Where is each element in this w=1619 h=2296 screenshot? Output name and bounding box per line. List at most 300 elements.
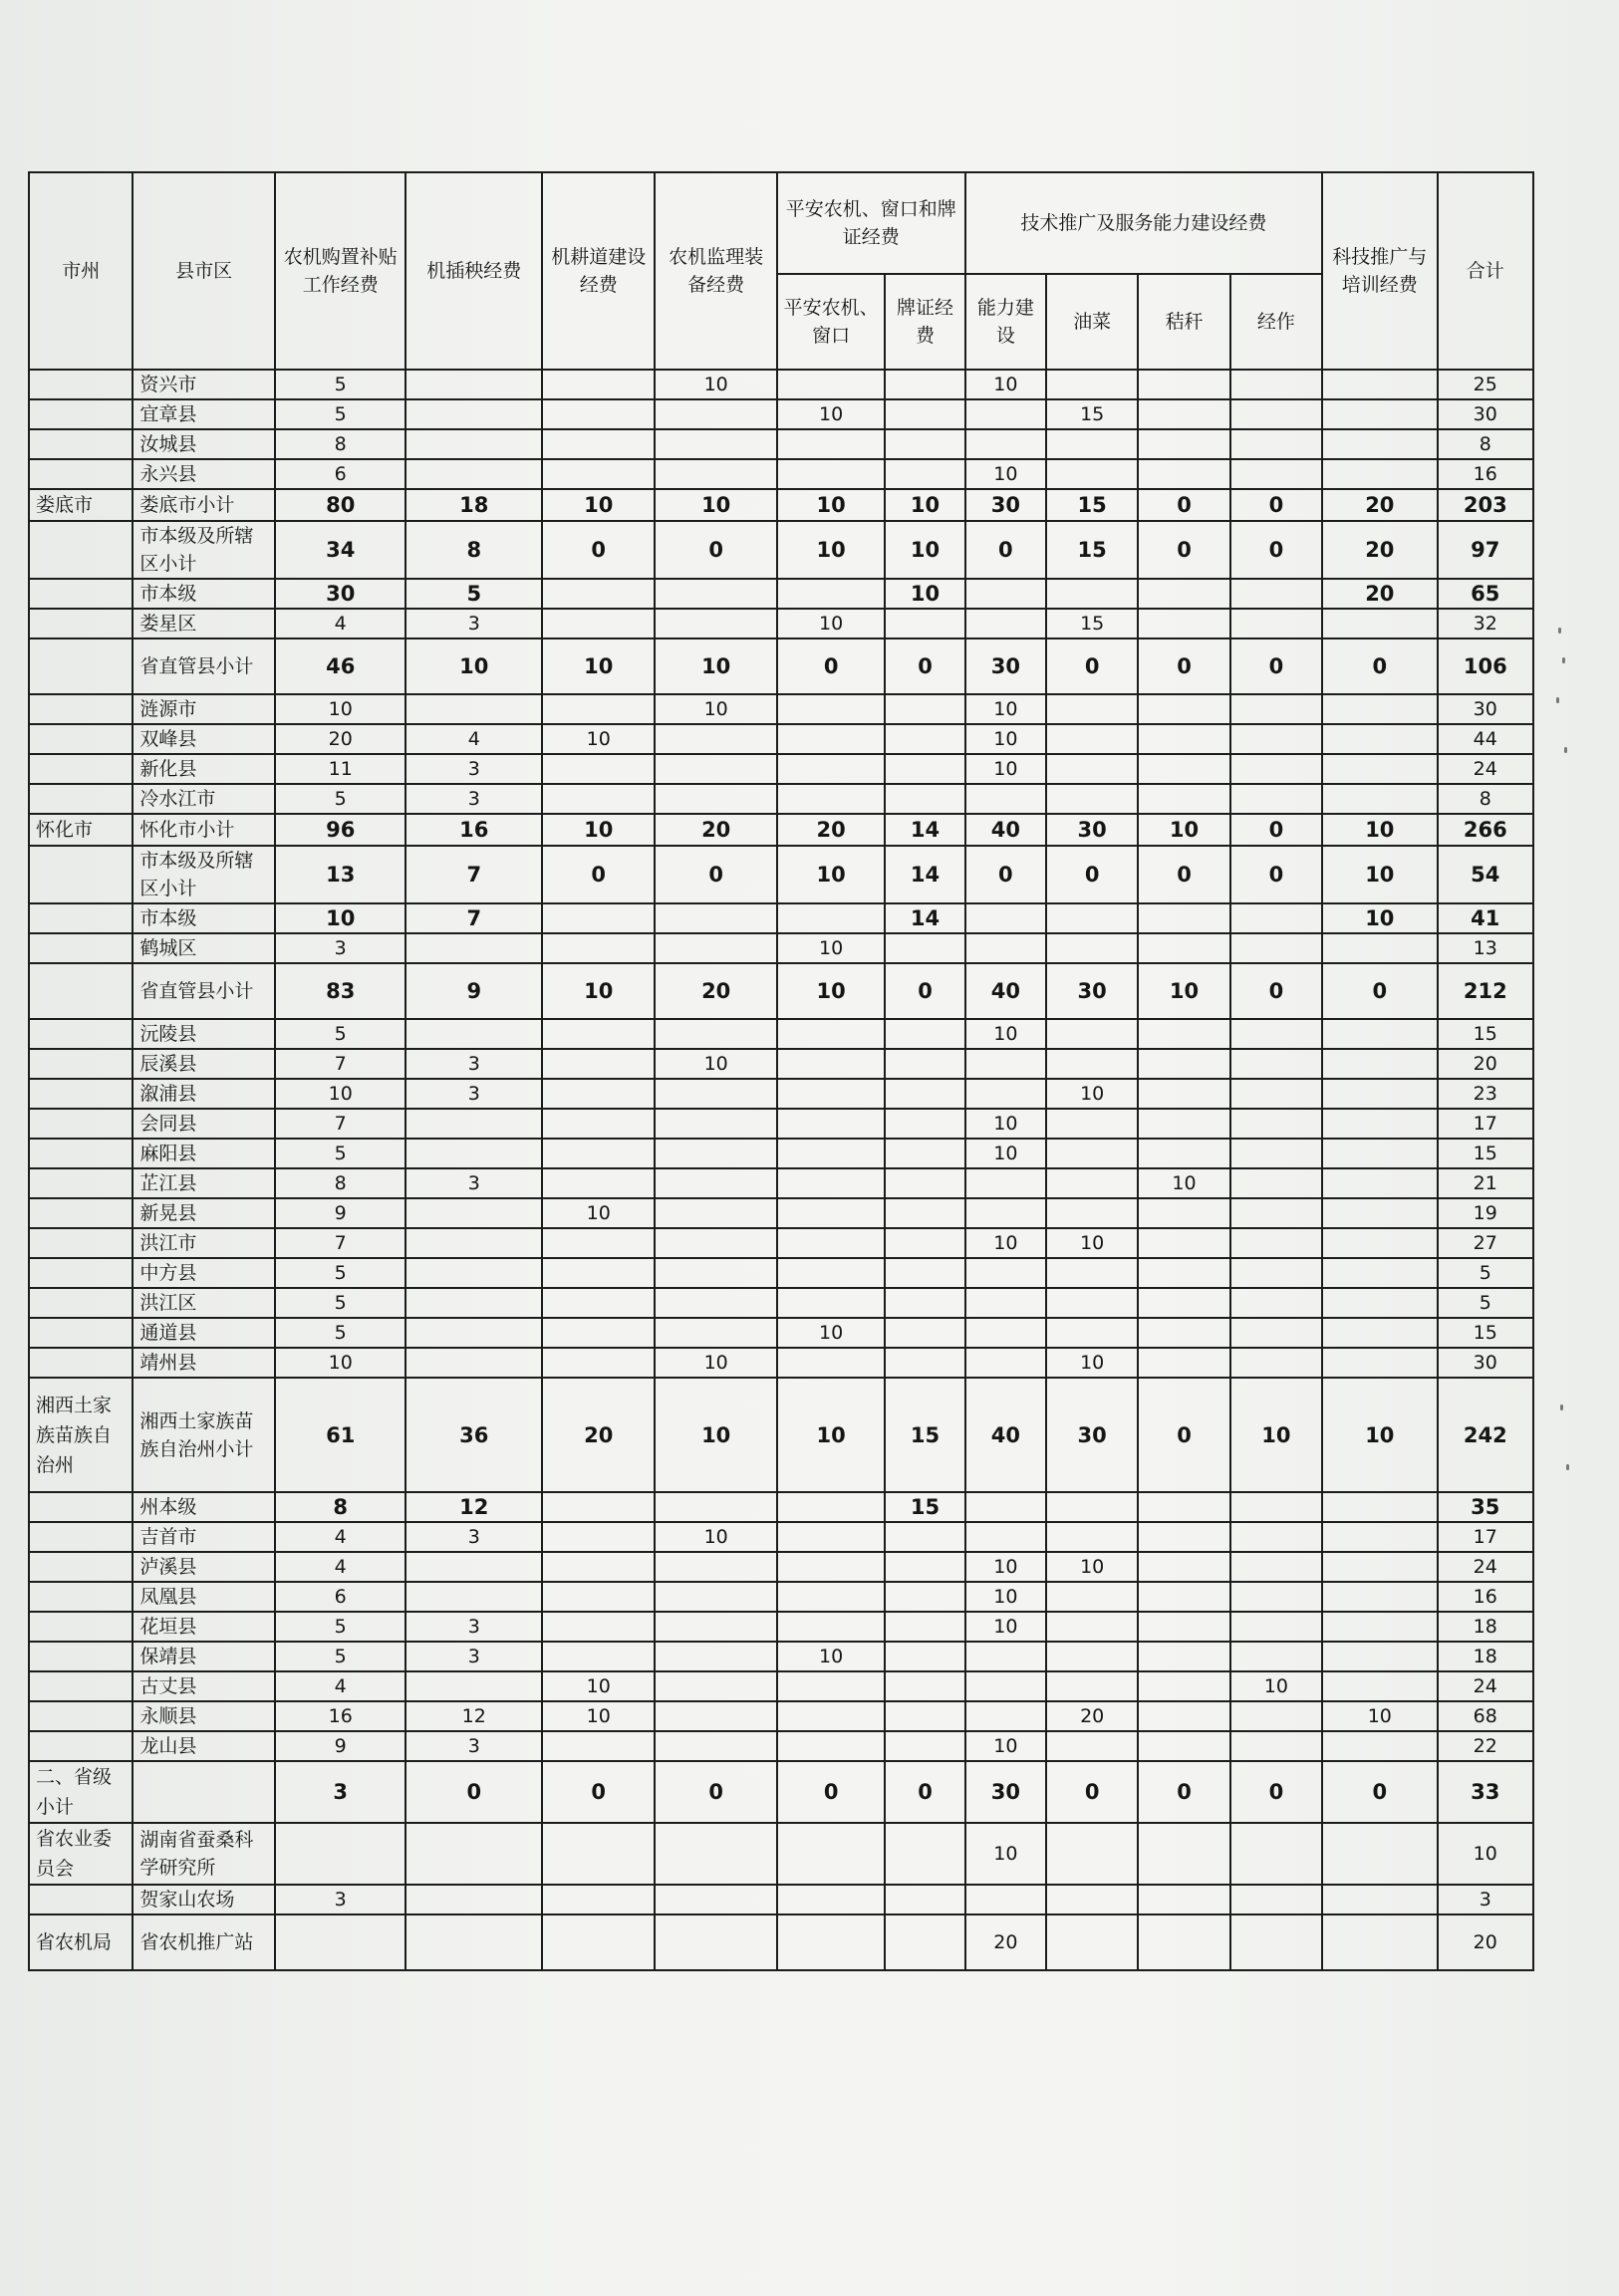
cell-city bbox=[29, 694, 133, 724]
cell-capacity: 30 bbox=[965, 489, 1046, 521]
cell-road bbox=[542, 1318, 655, 1348]
cell-total: 3 bbox=[1438, 1885, 1533, 1914]
cell-supervision bbox=[655, 784, 776, 814]
cell-training: 10 bbox=[1322, 814, 1437, 846]
cell-safety-window bbox=[777, 1522, 885, 1552]
cell-training bbox=[1322, 1228, 1437, 1258]
cell-license bbox=[885, 1318, 964, 1348]
cell-supervision: 0 bbox=[655, 1761, 776, 1823]
cell-road bbox=[542, 1079, 655, 1109]
cell-subsidy: 10 bbox=[275, 1079, 406, 1109]
cell-license bbox=[885, 1139, 964, 1168]
cell-capacity bbox=[965, 1642, 1046, 1671]
cell-training bbox=[1322, 784, 1437, 814]
cell-capacity: 10 bbox=[965, 724, 1046, 754]
cell-rapeseed bbox=[1046, 429, 1138, 459]
cell-training bbox=[1322, 429, 1437, 459]
table-row bbox=[29, 1492, 1533, 1522]
cell-straw: 10 bbox=[1138, 1168, 1229, 1198]
cell-supervision bbox=[655, 1823, 776, 1885]
cell-capacity: 10 bbox=[965, 1228, 1046, 1258]
cell-subsidy: 10 bbox=[275, 903, 406, 933]
cell-county: 凤凰县 bbox=[133, 1582, 275, 1612]
cell-economic bbox=[1230, 754, 1322, 784]
cell-economic bbox=[1230, 1522, 1322, 1552]
cell-straw bbox=[1138, 1582, 1229, 1612]
cell-road bbox=[542, 1582, 655, 1612]
cell-rapeseed bbox=[1046, 1914, 1138, 1970]
cell-rapeseed: 30 bbox=[1046, 963, 1138, 1019]
cell-rapeseed bbox=[1046, 1522, 1138, 1552]
funding-allocation-table bbox=[28, 171, 1534, 1971]
cell-training bbox=[1322, 1139, 1437, 1168]
cell-county: 新化县 bbox=[133, 754, 275, 784]
cell-transplant: 3 bbox=[405, 1079, 542, 1109]
cell-capacity bbox=[965, 1701, 1046, 1731]
cell-safety-window bbox=[777, 1671, 885, 1701]
cell-license bbox=[885, 1823, 964, 1885]
cell-rapeseed bbox=[1046, 1885, 1138, 1914]
table-row bbox=[29, 784, 1533, 814]
cell-license bbox=[885, 1019, 964, 1049]
cell-capacity bbox=[965, 1079, 1046, 1109]
cell-straw bbox=[1138, 1348, 1229, 1378]
cell-city bbox=[29, 1228, 133, 1258]
cell-supervision bbox=[655, 1139, 776, 1168]
cell-total: 22 bbox=[1438, 1731, 1533, 1761]
cell-rapeseed bbox=[1046, 1019, 1138, 1049]
cell-county: 怀化市小计 bbox=[133, 814, 275, 846]
cell-total: 16 bbox=[1438, 459, 1533, 489]
table-row bbox=[29, 521, 1533, 579]
cell-straw bbox=[1138, 429, 1229, 459]
table-row bbox=[29, 1109, 1533, 1139]
cell-transplant bbox=[405, 1885, 542, 1914]
cell-transplant bbox=[405, 399, 542, 429]
cell-transplant: 36 bbox=[405, 1378, 542, 1492]
table-row bbox=[29, 963, 1533, 1019]
cell-total: 35 bbox=[1438, 1492, 1533, 1522]
cell-road: 10 bbox=[542, 1701, 655, 1731]
cell-city bbox=[29, 1731, 133, 1761]
table-body bbox=[29, 370, 1533, 1970]
cell-transplant: 3 bbox=[405, 609, 542, 638]
cell-safety-window: 10 bbox=[777, 1378, 885, 1492]
cell-transplant bbox=[405, 1671, 542, 1701]
cell-economic bbox=[1230, 609, 1322, 638]
cell-county: 保靖县 bbox=[133, 1642, 275, 1671]
cell-supervision bbox=[655, 429, 776, 459]
table-row bbox=[29, 1671, 1533, 1701]
cell-license bbox=[885, 609, 964, 638]
cell-straw bbox=[1138, 1198, 1229, 1228]
table-row bbox=[29, 814, 1533, 846]
cell-rapeseed bbox=[1046, 1582, 1138, 1612]
cell-capacity bbox=[965, 1049, 1046, 1079]
table-row bbox=[29, 754, 1533, 784]
header-safety-window: 平安农机、窗口 bbox=[777, 274, 885, 370]
cell-total: 41 bbox=[1438, 903, 1533, 933]
cell-transplant: 18 bbox=[405, 489, 542, 521]
cell-economic bbox=[1230, 1228, 1322, 1258]
cell-road: 10 bbox=[542, 1198, 655, 1228]
cell-capacity: 40 bbox=[965, 814, 1046, 846]
table-row bbox=[29, 399, 1533, 429]
cell-subsidy: 8 bbox=[275, 1492, 406, 1522]
cell-city bbox=[29, 1318, 133, 1348]
cell-capacity: 30 bbox=[965, 1761, 1046, 1823]
cell-license bbox=[885, 1288, 964, 1318]
cell-county: 通道县 bbox=[133, 1318, 275, 1348]
cell-county: 吉首市 bbox=[133, 1522, 275, 1552]
cell-safety-window bbox=[777, 1885, 885, 1914]
cell-transplant bbox=[405, 1823, 542, 1885]
cell-license bbox=[885, 1198, 964, 1228]
cell-road: 0 bbox=[542, 521, 655, 579]
cell-total: 5 bbox=[1438, 1288, 1533, 1318]
cell-subsidy: 3 bbox=[275, 1761, 406, 1823]
cell-subsidy: 5 bbox=[275, 1612, 406, 1642]
cell-road: 10 bbox=[542, 814, 655, 846]
cell-straw bbox=[1138, 1885, 1229, 1914]
cell-supervision bbox=[655, 1019, 776, 1049]
cell-county: 省直管县小计 bbox=[133, 638, 275, 694]
cell-training: 20 bbox=[1322, 521, 1437, 579]
cell-transplant: 4 bbox=[405, 724, 542, 754]
cell-straw bbox=[1138, 1492, 1229, 1522]
cell-capacity bbox=[965, 609, 1046, 638]
table-row bbox=[29, 1582, 1533, 1612]
cell-capacity bbox=[965, 1522, 1046, 1552]
cell-safety-window bbox=[777, 754, 885, 784]
cell-transplant bbox=[405, 459, 542, 489]
cell-training bbox=[1322, 1522, 1437, 1552]
cell-county: 新晃县 bbox=[133, 1198, 275, 1228]
cell-road bbox=[542, 609, 655, 638]
cell-county: 永顺县 bbox=[133, 1701, 275, 1731]
cell-subsidy: 9 bbox=[275, 1731, 406, 1761]
cell-rapeseed: 10 bbox=[1046, 1552, 1138, 1582]
cell-straw: 0 bbox=[1138, 521, 1229, 579]
cell-rapeseed bbox=[1046, 1168, 1138, 1198]
table-row bbox=[29, 1079, 1533, 1109]
table-row bbox=[29, 724, 1533, 754]
cell-city bbox=[29, 1079, 133, 1109]
cell-capacity bbox=[965, 1318, 1046, 1348]
cell-supervision bbox=[655, 1731, 776, 1761]
cell-license bbox=[885, 1612, 964, 1642]
cell-total: 97 bbox=[1438, 521, 1533, 579]
cell-city bbox=[29, 459, 133, 489]
cell-economic bbox=[1230, 1079, 1322, 1109]
cell-safety-window: 10 bbox=[777, 933, 885, 963]
cell-subsidy: 5 bbox=[275, 370, 406, 399]
cell-straw bbox=[1138, 1731, 1229, 1761]
cell-safety-window: 10 bbox=[777, 846, 885, 903]
cell-safety-window: 10 bbox=[777, 489, 885, 521]
cell-license bbox=[885, 429, 964, 459]
cell-rapeseed bbox=[1046, 1258, 1138, 1288]
cell-economic bbox=[1230, 1552, 1322, 1582]
cell-safety-window bbox=[777, 1731, 885, 1761]
cell-training: 0 bbox=[1322, 1761, 1437, 1823]
cell-straw: 0 bbox=[1138, 1761, 1229, 1823]
cell-straw bbox=[1138, 459, 1229, 489]
cell-economic bbox=[1230, 724, 1322, 754]
cell-rapeseed bbox=[1046, 579, 1138, 609]
cell-capacity: 0 bbox=[965, 846, 1046, 903]
cell-straw bbox=[1138, 1612, 1229, 1642]
cell-subsidy: 9 bbox=[275, 1198, 406, 1228]
cell-city bbox=[29, 1109, 133, 1139]
cell-license bbox=[885, 370, 964, 399]
table-row bbox=[29, 1761, 1533, 1823]
cell-training: 10 bbox=[1322, 846, 1437, 903]
cell-capacity bbox=[965, 903, 1046, 933]
cell-supervision bbox=[655, 399, 776, 429]
cell-straw bbox=[1138, 609, 1229, 638]
cell-city bbox=[29, 1885, 133, 1914]
cell-county: 中方县 bbox=[133, 1258, 275, 1288]
cell-transplant bbox=[405, 1019, 542, 1049]
cell-license bbox=[885, 1258, 964, 1288]
cell-total: 54 bbox=[1438, 846, 1533, 903]
cell-transplant bbox=[405, 370, 542, 399]
cell-economic bbox=[1230, 1492, 1322, 1522]
cell-subsidy: 61 bbox=[275, 1378, 406, 1492]
cell-county: 省农机推广站 bbox=[133, 1914, 275, 1970]
cell-road bbox=[542, 429, 655, 459]
cell-capacity: 10 bbox=[965, 1731, 1046, 1761]
cell-training bbox=[1322, 1348, 1437, 1378]
cell-road bbox=[542, 399, 655, 429]
cell-road bbox=[542, 579, 655, 609]
cell-subsidy: 3 bbox=[275, 933, 406, 963]
cell-county: 洪江市 bbox=[133, 1228, 275, 1258]
cell-rapeseed: 10 bbox=[1046, 1348, 1138, 1378]
cell-city bbox=[29, 1348, 133, 1378]
cell-economic bbox=[1230, 1168, 1322, 1198]
cell-total: 24 bbox=[1438, 754, 1533, 784]
cell-rapeseed: 15 bbox=[1046, 399, 1138, 429]
cell-transplant bbox=[405, 429, 542, 459]
cell-transplant bbox=[405, 1348, 542, 1378]
cell-safety-window bbox=[777, 1228, 885, 1258]
cell-county: 汝城县 bbox=[133, 429, 275, 459]
cell-transplant bbox=[405, 1109, 542, 1139]
cell-economic bbox=[1230, 1701, 1322, 1731]
cell-total: 27 bbox=[1438, 1228, 1533, 1258]
table-row bbox=[29, 1049, 1533, 1079]
cell-training bbox=[1322, 1109, 1437, 1139]
cell-transplant: 3 bbox=[405, 1049, 542, 1079]
cell-supervision bbox=[655, 1612, 776, 1642]
cell-county: 宜章县 bbox=[133, 399, 275, 429]
cell-road: 10 bbox=[542, 963, 655, 1019]
cell-subsidy: 6 bbox=[275, 459, 406, 489]
cell-road bbox=[542, 1731, 655, 1761]
cell-straw bbox=[1138, 1139, 1229, 1168]
cell-safety-window bbox=[777, 1198, 885, 1228]
cell-supervision bbox=[655, 903, 776, 933]
cell-training bbox=[1322, 754, 1437, 784]
cell-economic bbox=[1230, 1582, 1322, 1612]
cell-economic: 0 bbox=[1230, 963, 1322, 1019]
cell-economic: 10 bbox=[1230, 1378, 1322, 1492]
cell-transplant: 3 bbox=[405, 1612, 542, 1642]
cell-total: 25 bbox=[1438, 370, 1533, 399]
cell-safety-window bbox=[777, 1582, 885, 1612]
cell-road bbox=[542, 1168, 655, 1198]
cell-subsidy: 5 bbox=[275, 1139, 406, 1168]
cell-supervision bbox=[655, 609, 776, 638]
cell-transplant: 3 bbox=[405, 1642, 542, 1671]
cell-transplant bbox=[405, 1288, 542, 1318]
cell-total: 23 bbox=[1438, 1079, 1533, 1109]
cell-training bbox=[1322, 724, 1437, 754]
cell-economic bbox=[1230, 459, 1322, 489]
cell-rapeseed bbox=[1046, 1612, 1138, 1642]
cell-license: 10 bbox=[885, 579, 964, 609]
cell-training bbox=[1322, 1019, 1437, 1049]
cell-supervision bbox=[655, 1552, 776, 1582]
cell-rapeseed bbox=[1046, 1318, 1138, 1348]
cell-training bbox=[1322, 1079, 1437, 1109]
cell-training bbox=[1322, 1168, 1437, 1198]
cell-city bbox=[29, 724, 133, 754]
cell-transplant: 9 bbox=[405, 963, 542, 1019]
cell-license bbox=[885, 1228, 964, 1258]
cell-economic bbox=[1230, 694, 1322, 724]
cell-straw bbox=[1138, 1552, 1229, 1582]
cell-city bbox=[29, 429, 133, 459]
table-row bbox=[29, 846, 1533, 903]
cell-rapeseed bbox=[1046, 694, 1138, 724]
cell-rapeseed bbox=[1046, 459, 1138, 489]
cell-supervision: 10 bbox=[655, 1378, 776, 1492]
cell-capacity bbox=[965, 1348, 1046, 1378]
header-road: 机耕道建设经费 bbox=[542, 172, 655, 370]
cell-total: 17 bbox=[1438, 1109, 1533, 1139]
table-row bbox=[29, 1318, 1533, 1348]
cell-subsidy: 16 bbox=[275, 1701, 406, 1731]
cell-total: 20 bbox=[1438, 1049, 1533, 1079]
cell-supervision bbox=[655, 1198, 776, 1228]
cell-training bbox=[1322, 1671, 1437, 1701]
cell-transplant: 7 bbox=[405, 903, 542, 933]
cell-transplant: 0 bbox=[405, 1761, 542, 1823]
cell-subsidy: 20 bbox=[275, 724, 406, 754]
cell-subsidy: 4 bbox=[275, 1552, 406, 1582]
cell-county: 湘西土家族苗族自治州小计 bbox=[133, 1378, 275, 1492]
cell-city bbox=[29, 1492, 133, 1522]
cell-county bbox=[133, 1761, 275, 1823]
cell-road bbox=[542, 1914, 655, 1970]
cell-subsidy: 80 bbox=[275, 489, 406, 521]
cell-rapeseed: 30 bbox=[1046, 1378, 1138, 1492]
cell-total: 5 bbox=[1438, 1258, 1533, 1288]
table-row bbox=[29, 1168, 1533, 1198]
cell-capacity: 10 bbox=[965, 1139, 1046, 1168]
cell-training: 20 bbox=[1322, 489, 1437, 521]
cell-city bbox=[29, 754, 133, 784]
cell-city bbox=[29, 1258, 133, 1288]
cell-training bbox=[1322, 1731, 1437, 1761]
cell-rapeseed: 10 bbox=[1046, 1228, 1138, 1258]
cell-license bbox=[885, 933, 964, 963]
cell-rapeseed bbox=[1046, 1049, 1138, 1079]
cell-transplant bbox=[405, 1198, 542, 1228]
cell-city bbox=[29, 933, 133, 963]
cell-subsidy bbox=[275, 1823, 406, 1885]
cell-county: 市本级 bbox=[133, 903, 275, 933]
cell-subsidy: 5 bbox=[275, 1258, 406, 1288]
scan-specks bbox=[1554, 628, 1574, 1524]
cell-city bbox=[29, 399, 133, 429]
cell-subsidy: 4 bbox=[275, 609, 406, 638]
cell-city bbox=[29, 521, 133, 579]
cell-total: 32 bbox=[1438, 609, 1533, 638]
cell-supervision bbox=[655, 1701, 776, 1731]
cell-county: 沅陵县 bbox=[133, 1019, 275, 1049]
cell-straw: 0 bbox=[1138, 489, 1229, 521]
cell-rapeseed bbox=[1046, 1139, 1138, 1168]
header-total: 合计 bbox=[1438, 172, 1533, 370]
cell-safety-window: 10 bbox=[777, 521, 885, 579]
cell-capacity: 10 bbox=[965, 1552, 1046, 1582]
table-row bbox=[29, 459, 1533, 489]
table-row bbox=[29, 1823, 1533, 1885]
cell-transplant: 12 bbox=[405, 1701, 542, 1731]
cell-supervision bbox=[655, 933, 776, 963]
cell-safety-window bbox=[777, 1823, 885, 1885]
cell-county: 市本级及所辖区小计 bbox=[133, 846, 275, 903]
cell-supervision: 0 bbox=[655, 846, 776, 903]
cell-road bbox=[542, 694, 655, 724]
cell-safety-window: 0 bbox=[777, 638, 885, 694]
cell-economic: 10 bbox=[1230, 1671, 1322, 1701]
cell-economic bbox=[1230, 1914, 1322, 1970]
cell-county: 湖南省蚕桑科学研究所 bbox=[133, 1823, 275, 1885]
cell-county: 芷江县 bbox=[133, 1168, 275, 1198]
cell-rapeseed bbox=[1046, 724, 1138, 754]
cell-training bbox=[1322, 1318, 1437, 1348]
table-row bbox=[29, 609, 1533, 638]
cell-straw: 0 bbox=[1138, 846, 1229, 903]
cell-subsidy: 5 bbox=[275, 1019, 406, 1049]
cell-supervision bbox=[655, 1492, 776, 1522]
cell-rapeseed: 15 bbox=[1046, 521, 1138, 579]
cell-straw bbox=[1138, 694, 1229, 724]
cell-economic: 0 bbox=[1230, 638, 1322, 694]
header-county: 县市区 bbox=[133, 172, 275, 370]
cell-economic bbox=[1230, 1823, 1322, 1885]
cell-license bbox=[885, 1731, 964, 1761]
cell-county: 鹤城区 bbox=[133, 933, 275, 963]
cell-road: 10 bbox=[542, 638, 655, 694]
cell-license: 10 bbox=[885, 489, 964, 521]
cell-capacity: 10 bbox=[965, 1019, 1046, 1049]
table-row bbox=[29, 1228, 1533, 1258]
cell-supervision bbox=[655, 1258, 776, 1288]
cell-economic bbox=[1230, 1348, 1322, 1378]
cell-subsidy: 46 bbox=[275, 638, 406, 694]
cell-license bbox=[885, 1701, 964, 1731]
cell-license: 14 bbox=[885, 903, 964, 933]
cell-supervision: 10 bbox=[655, 694, 776, 724]
cell-license bbox=[885, 1079, 964, 1109]
cell-transplant bbox=[405, 1582, 542, 1612]
